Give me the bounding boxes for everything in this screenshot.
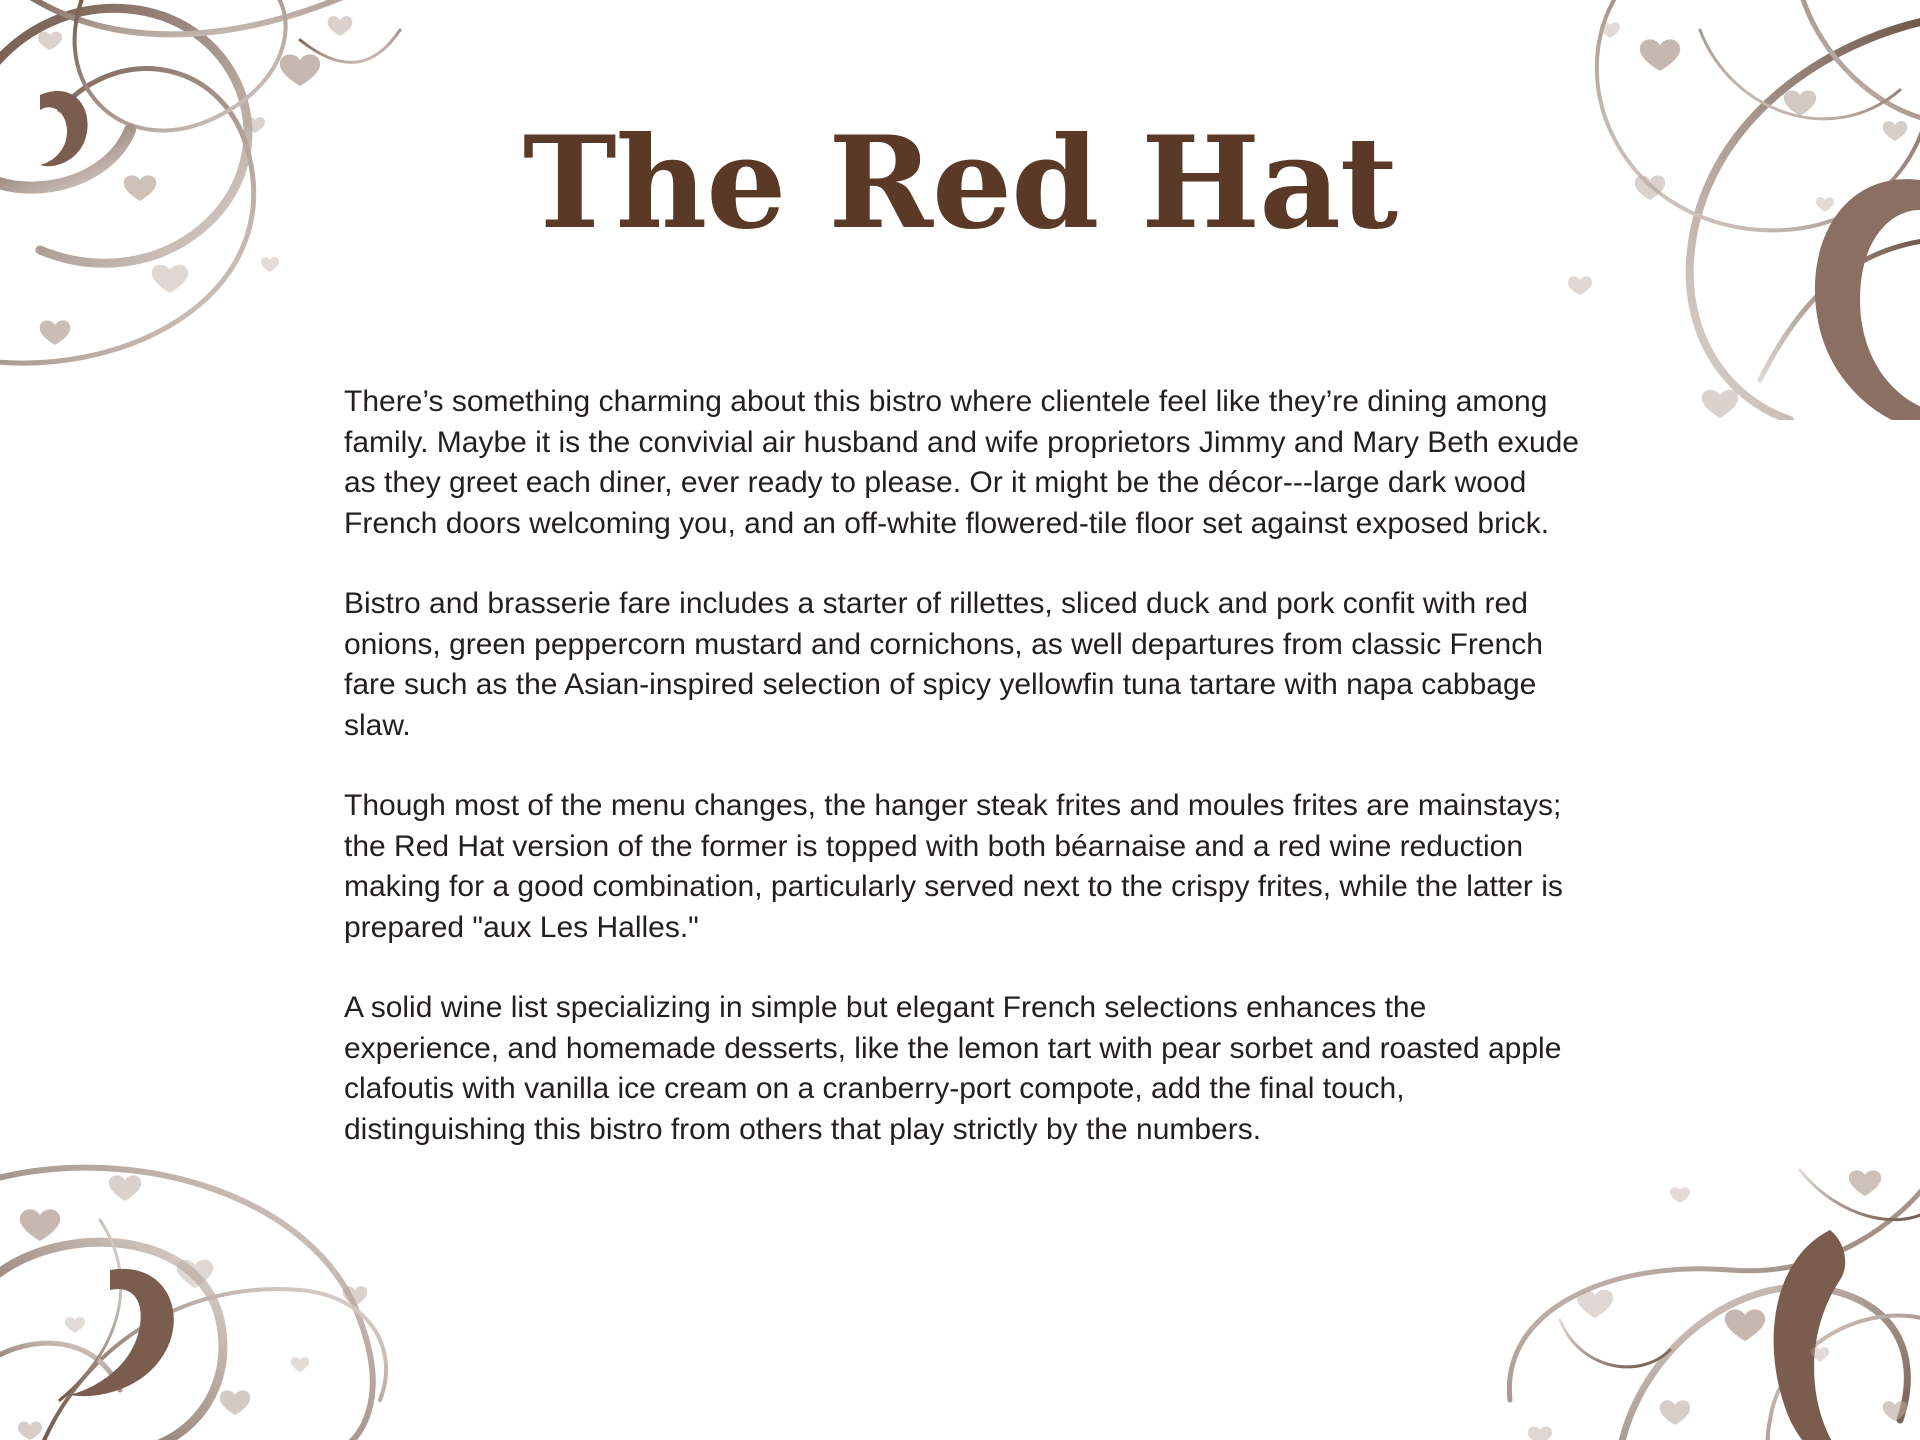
page-title: The Red Hat [522, 109, 1398, 257]
paragraph-decor: There’s something charming about this bistro where clientele feel like they’re dining among family. Maybe it is the convivial air husband and wife proprietors Jimmy and Mary Beth exude as they greet each diner, ever ready to please. Or it might be the décor---large dark wood French doors welcoming you, and an off-white flowered-tile floor set against exposed brick. [344, 385, 1579, 540]
heart-icon [18, 1175, 367, 1440]
paragraph-wine-desserts: A solid wine list specializing in simple but elegant French selections enhances the experience, and homemade desserts, like the lemon tart with pear sorbet and roasted apple clafoutis with vanilla ice cream on a cranberry-port compote, add the final touch, distinguishing this bistro from others that play strictly by the numbers. [344, 991, 1562, 1146]
article-body [344, 382, 1584, 1190]
paragraph-starters: Bistro and brasserie fare includes a starter of rillettes, sliced duck and pork confit with red onions, green peppercorn mustard and cornichons, as well departures from classic French fare such as the Asian-inspired selection of spicy yellowfin tuna tartare with napa cabbage slaw. [344, 587, 1543, 742]
paragraph-mains: Though most of the menu changes, the hanger steak frites and moules frites are mainstays; the Red Hat version of the former is topped with both béarnaise and a red wine reduction making for a good combination, particularly served next to the crispy frites, while the latter is prepared "aux Les Halles." [344, 789, 1563, 944]
